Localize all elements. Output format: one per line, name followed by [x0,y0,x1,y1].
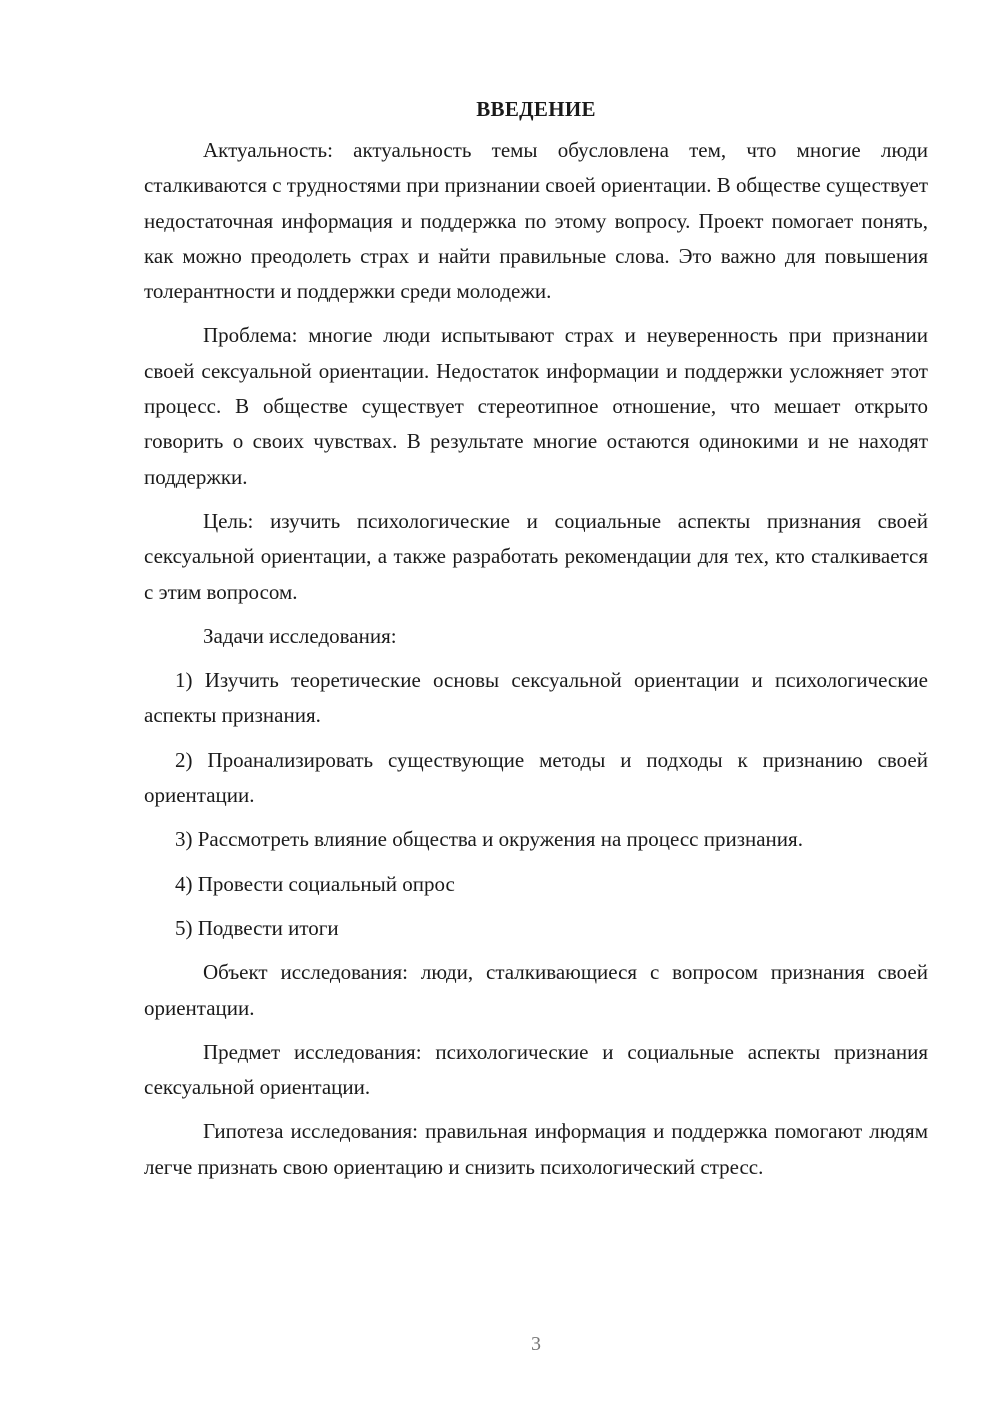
task-item-4: 4) Провести социальный опрос [175,871,455,896]
document-page [144,92,928,1194]
paragraph-hypothesis: Гипотеза исследования: правильная информация и поддержка помогают людям легче признать свою ориентацию и снизить психологический стресс. [144,1119,928,1179]
task-item-2: 2) Проанализировать существующие методы и подходы к признанию своей ориентации. [144,747,928,808]
paragraph-object: Объект исследования: люди, сталкивающиеся с вопросом признания своей ориентации. [144,960,928,1020]
task-item-3: 3) Рассмотреть влияние общества и окружения на процесс признания. [175,827,803,852]
section-title: ВВЕДЕНИЕ [476,97,596,121]
task-item-1: 1) Изучить теоретические основы сексуальной ориентации и психологические аспекты признания. [144,668,928,728]
paragraph-goal: Цель: изучить психологические и социальные аспекты признания своей сексуальной ориентации, а также разработать рекомендации для тех, кто сталкивается с этим вопросом. [144,508,928,604]
paragraph-relevance: Актуальность: актуальность темы обусловлена тем, что многие люди сталкиваются с трудностями при признании своей ориентации. В обществе существует недостаточная информация и поддержка по этому вопросу. Проект помогает понять, как можно преодолеть страх и найти правильные слова. Это важно для повышения толерантности и поддержки среди молодежи. [144,138,928,304]
page-number: 3 [531,1333,541,1355]
paragraph-problem: Проблема: многие люди испытывают страх и неуверенность при признании своей сексуальной ориентации. Недостаток информации и поддержки усложняет этот процесс. В обществе существует стереотипное отношение, что мешает открыто говорить о своих чувствах. В результате многие остаются одинокими и не находят поддержки. [144,323,928,489]
paragraph-tasks-heading: Задачи исследования: [203,623,397,648]
task-item-5: 5) Подвести итоги [175,915,339,940]
paragraph-subject: Предмет исследования: психологические и социальные аспекты признания сексуальной ориентации. [144,1039,928,1100]
